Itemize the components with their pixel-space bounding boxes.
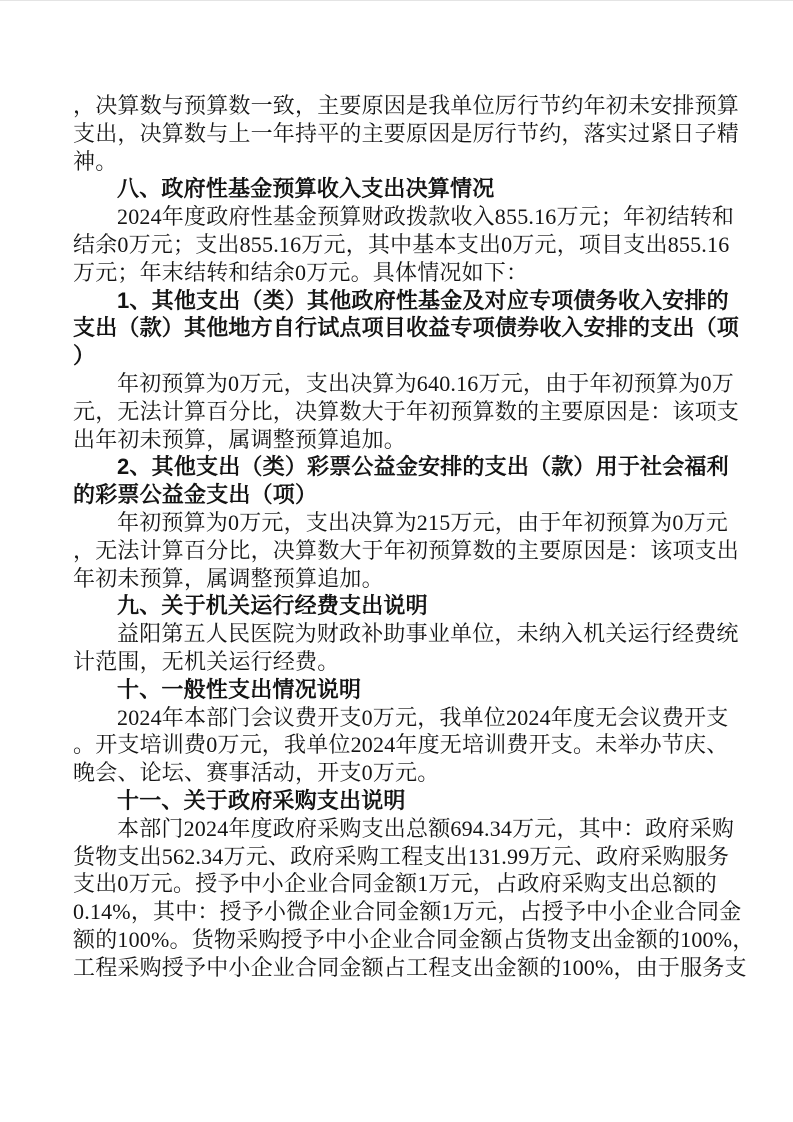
text-line: 晚会、论坛、赛事活动，开支0万元。 [73,760,440,786]
paragraph [73,370,740,453]
text-line: 支出0万元。授予中小企业合同金额1万元，占政府采购支出总额的 [73,871,718,897]
paragraph [73,704,729,787]
page-top-edge [0,0,793,1]
heading-line: 十一、关于政府采购支出说明 [117,787,406,813]
heading-line: 八、政府性基金预算收入支出决算情况 [117,176,495,202]
section-heading-9 [73,592,725,620]
text-line: 元，无法计算百分比，决算数大于年初预算数的主要原因是：该项支 [73,398,740,424]
heading-line: ） [73,343,96,369]
paragraph [73,509,740,592]
heading-line: 支出（款）其他地方自行试点项目收益专项债券收入安排的支出（项 [73,315,740,341]
paragraph [73,815,755,982]
subsection-heading-2 [73,453,729,509]
heading-line: 九、关于机关运行经费支出说明 [117,593,428,619]
subsection-heading-1 [73,287,740,370]
heading-line: 1、其他支出（类）其他政府性基金及对应专项债务收入安排的 [117,287,729,313]
text-line: 年初预算为0万元，支出决算为215万元，由于年初预算为0万元 [117,509,729,535]
section-heading-8 [73,175,725,203]
text-line: 计范围，无机关运行经费。 [73,648,340,674]
text-line: 结余0万元；支出855.16万元，其中基本支出0万元，项目支出855.16 [73,231,730,257]
paragraph-continuation [73,92,740,175]
text-line: 年初预算为0万元，支出决算为640.16万元，由于年初预算为0万 [117,370,734,396]
document-content [73,92,755,982]
text-line: 支出，决算数与上一年持平的主要原因是厉行节约，落实过紧日子精 [73,120,740,146]
text-line: 工程采购授予中小企业合同金额占工程支出金额的100%，由于服务支 [73,954,747,980]
text-line: 额的100%。货物采购授予中小企业合同金额占货物支出金额的100%， [73,926,755,952]
text-line: 货物支出562.34万元、政府采购工程支出131.99万元、政府采购服务 [73,843,730,869]
text-line: 0.14%，其中：授予小微企业合同金额1万元，占授予中小企业合同金 [73,899,742,925]
text-line: 。开支培训费0万元，我单位2024年度无培训费开支。未举办节庆、 [73,732,729,758]
section-heading-10 [73,676,725,704]
text-line: 本部门2024年度政府采购支出总额694.34万元，其中：政府采购 [117,815,735,841]
text-line: 益阳第五人民医院为财政补助事业单位，未纳入机关运行经费统 [117,621,739,647]
text-line: 神。 [73,148,118,174]
heading-line: 十、一般性支出情况说明 [117,676,362,702]
text-line: 出年初未预算，属调整预算追加。 [73,426,407,452]
text-line: 年初未预算，属调整预算追加。 [73,565,384,591]
paragraph [73,203,735,286]
text-line: ，决算数与预算数一致，主要原因是我单位厉行节约年初未安排预算 [73,93,740,118]
paragraph [73,620,739,676]
text-line: 2024年本部门会议费开支0万元，我单位2024年度无会议费开支 [117,704,729,730]
heading-line: 的彩票公益金支出（项） [73,482,318,508]
text-line: ，无法计算百分比，决算数大于年初预算数的主要原因是：该项支出 [73,537,740,563]
text-line: 万元；年末结转和结余0万元。具体情况如下： [73,259,529,285]
heading-line: 2、其他支出（类）彩票公益金安排的支出（款）用于社会福利 [117,454,729,480]
section-heading-11 [73,787,725,815]
text-line: 2024年度政府性基金预算财政拨款收入855.16万元；年初结转和 [117,204,735,230]
